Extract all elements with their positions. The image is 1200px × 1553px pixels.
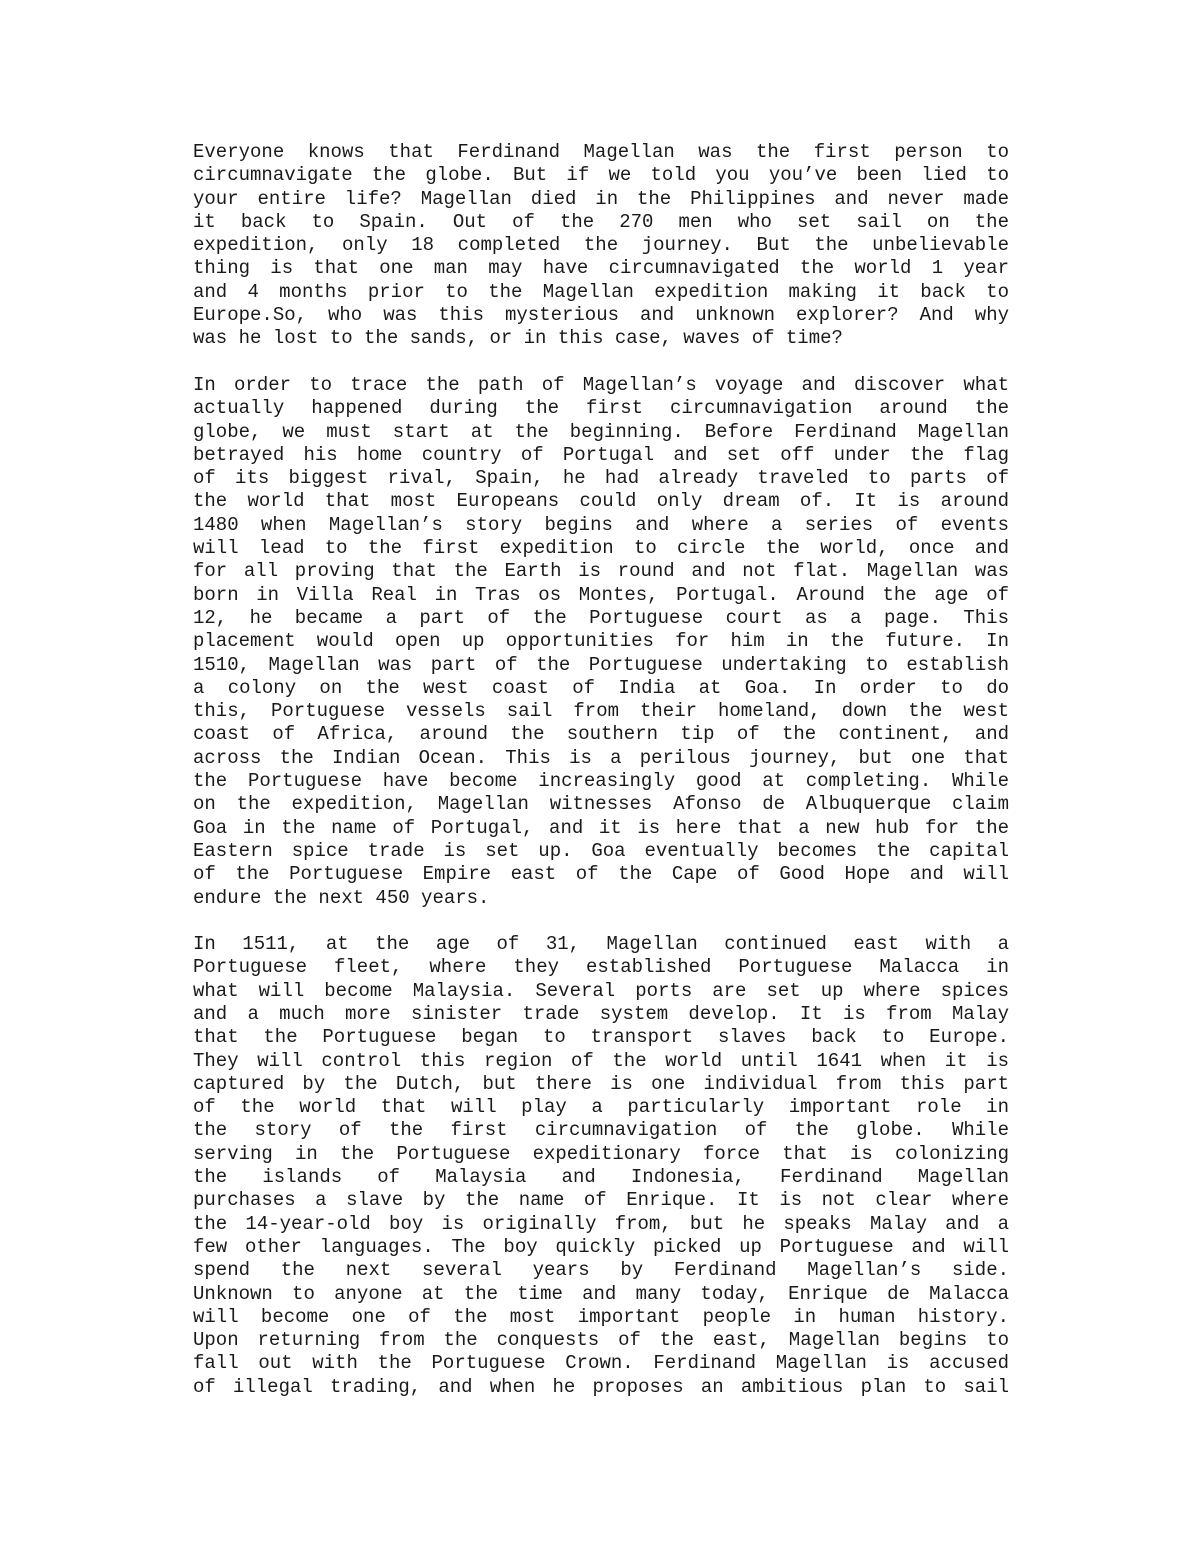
text-line: coast of Africa, around the southern tip of the continent, and (193, 723, 1009, 746)
text-line: Everyone knows that Ferdinand Magellan was the first person to (193, 141, 1009, 163)
text-line: captured by the Dutch, but there is one individual from this part (193, 1072, 1009, 1095)
text-line: 12, he became a part of the Portuguese court as a page. This (193, 606, 1009, 629)
text-line: globe, we must start at the beginning. Before Ferdinand Magellan (193, 420, 1009, 443)
text-line: Goa in the name of Portugal, and it is here that a new hub for the (193, 816, 1009, 839)
text-line: on the expedition, Magellan witnesses Afonso de Albuquerque claim (193, 793, 1009, 816)
text-line: In 1511, at the age of 31, Magellan continued east with a (193, 933, 1009, 956)
text-line: will lead to the first expedition to circle the world, once and (193, 537, 1009, 560)
paragraph-3 (193, 933, 1009, 1399)
paragraph-1 (193, 141, 1009, 351)
text-line: They will control this region of the world until 1641 when it is (193, 1049, 1009, 1072)
text-line: fall out with the Portuguese Crown. Ferdinand Magellan is accused (193, 1352, 1009, 1375)
text-line: the Portuguese have become increasingly good at completing. While (193, 770, 1009, 793)
text-line: the world that most Europeans could only dream of. It is around (193, 490, 1009, 513)
text-line: your entire life? Magellan died in the Philippines and never made (193, 187, 1009, 210)
text-line: will become one of the most important people in human history. (193, 1305, 1009, 1328)
text-line: actually happened during the first circumnavigation around the (193, 397, 1009, 420)
text-line: Unknown to anyone at the time and many today, Enrique de Malacca (193, 1282, 1009, 1305)
text-line: expedition, only 18 completed the journey. But the unbelievable (193, 234, 1009, 257)
text-line: endure the next 450 years. (193, 886, 490, 909)
text-line: Upon returning from the conquests of the east, Magellan begins to (193, 1329, 1009, 1352)
text-line: the islands of Malaysia and Indonesia, Ferdinand Magellan (193, 1166, 1009, 1189)
text-line: the 14-year-old boy is originally from, but he speaks Malay and a (193, 1212, 1009, 1235)
paragraph-2 (193, 374, 1009, 910)
text-line: betrayed his home country of Portugal and set off under the flag (193, 443, 1009, 466)
text-line: of the world that will play a particularly important role in (193, 1096, 1009, 1119)
text-line: 1510, Magellan was part of the Portuguese undertaking to establish (193, 653, 1009, 676)
text-line: was he lost to the sands, or in this case, waves of time? (193, 327, 843, 350)
document-body (193, 141, 1009, 1422)
text-line: Eastern spice trade is set up. Goa eventually becomes the capital (193, 839, 1009, 862)
text-line: few other languages. The boy quickly picked up Portuguese and will (193, 1235, 1009, 1258)
text-line: for all proving that the Earth is round and not flat. Magellan was (193, 560, 1009, 583)
text-line: what will become Malaysia. Several ports are set up where spices (193, 979, 1009, 1002)
text-line: of illegal trading, and when he proposes an ambitious plan to sail (193, 1375, 1009, 1398)
text-line: thing is that one man may have circumnavigated the world 1 year (193, 257, 1009, 280)
text-line: and a much more sinister trade system develop. It is from Malay (193, 1002, 1009, 1025)
text-line: of its biggest rival, Spain, he had already traveled to parts of (193, 467, 1009, 490)
text-line: this, Portuguese vessels sail from their homeland, down the west (193, 700, 1009, 723)
text-line: Portuguese fleet, where they established Portuguese Malacca in (193, 956, 1009, 979)
text-line: it back to Spain. Out of the 270 men who set sail on the (193, 210, 1009, 233)
text-line: a colony on the west coast of India at Goa. In order to do (193, 676, 1009, 699)
text-line: and 4 months prior to the Magellan expedition making it back to (193, 280, 1009, 303)
text-line: 1480 when Magellan’s story begins and where a series of events (193, 513, 1009, 536)
text-line: of the Portuguese Empire east of the Cape of Good Hope and will (193, 863, 1009, 886)
text-line: Europe.So, who was this mysterious and unknown explorer? And why (193, 304, 1009, 327)
text-line: circumnavigate the globe. But if we told you you’ve been lied to (193, 164, 1009, 187)
text-line: serving in the Portuguese expeditionary force that is colonizing (193, 1142, 1009, 1165)
text-line: born in Villa Real in Tras os Montes, Portugal. Around the age of (193, 583, 1009, 606)
text-line: spend the next several years by Ferdinand Magellan’s side. (193, 1259, 1009, 1282)
text-line: across the Indian Ocean. This is a perilous journey, but one that (193, 746, 1009, 769)
text-line: purchases a slave by the name of Enrique. It is not clear where (193, 1189, 1009, 1212)
text-line: In order to trace the path of Magellan’s voyage and discover what (193, 373, 1009, 396)
text-line: the story of the first circumnavigation of the globe. While (193, 1119, 1009, 1142)
text-line: placement would open up opportunities for him in the future. In (193, 630, 1009, 653)
text-line: that the Portuguese began to transport slaves back to Europe. (193, 1026, 1009, 1049)
